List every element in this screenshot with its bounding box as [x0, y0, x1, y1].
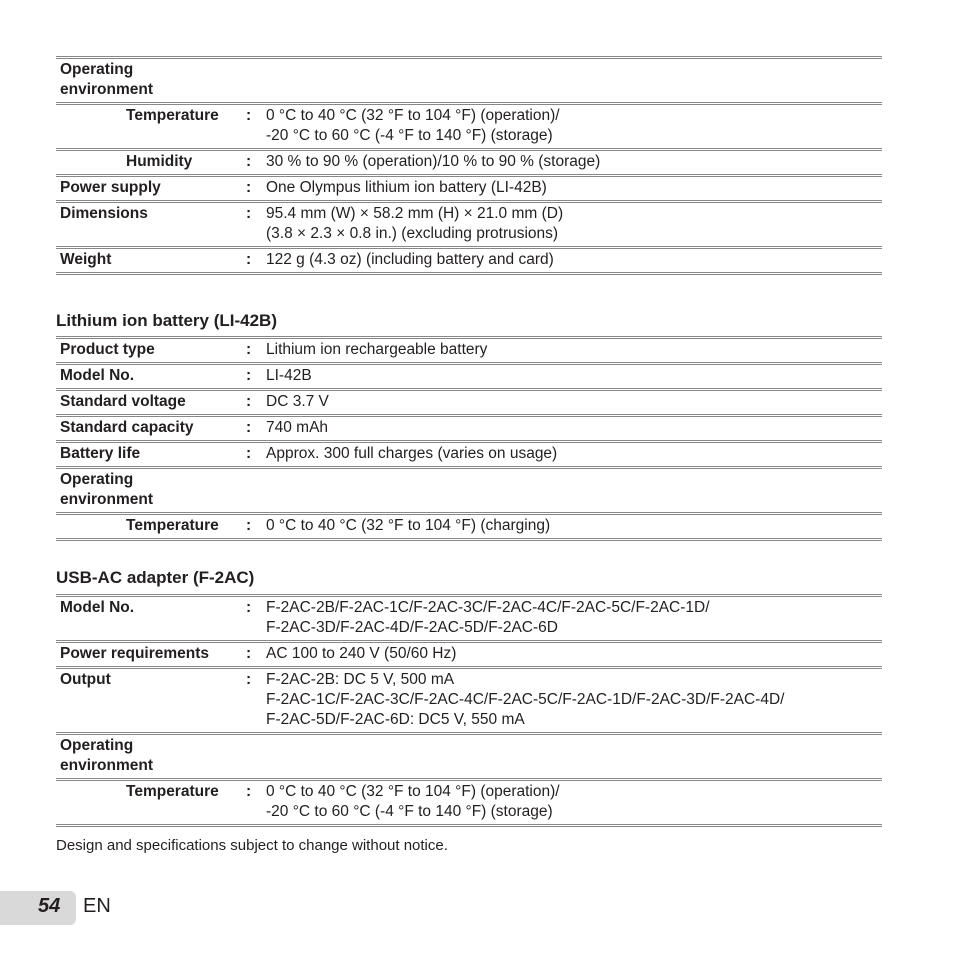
- spec-value-line: 122 g (4.3 oz) (including battery and card): [266, 251, 554, 268]
- spec-colon: :: [242, 248, 266, 274]
- spec-value: [266, 338, 882, 364]
- spec-value-line: 95.4 mm (W) × 58.2 mm (H) × 21.0 mm (D): [266, 205, 564, 222]
- spec-row: [56, 150, 882, 176]
- spec-label: Temperature: [56, 780, 242, 826]
- spec-row: [56, 364, 882, 390]
- spec-value-line: LI-42B: [266, 367, 312, 384]
- spec-colon: :: [242, 642, 266, 668]
- spec-label: Model No.: [56, 596, 242, 642]
- spec-value-line: F-2AC-2B: DC 5 V, 500 mA: [266, 671, 455, 688]
- spec-value-line: Approx. 300 full charges (varies on usage): [266, 445, 558, 462]
- spec-colon: :: [242, 150, 266, 176]
- spec-colon: :: [242, 202, 266, 248]
- spec-label: [56, 58, 882, 104]
- spec-label: [56, 734, 882, 780]
- spec-label-line: Operating environment: [60, 737, 154, 774]
- spec-value: [266, 416, 882, 442]
- spec-value-line: One Olympus lithium ion battery (LI-42B): [266, 179, 547, 196]
- spec-value: [266, 514, 882, 540]
- spec-colon: :: [242, 668, 266, 734]
- spec-label: Temperature: [56, 514, 242, 540]
- spec-value-line: 740 mAh: [266, 419, 329, 436]
- spec-row: [56, 338, 882, 364]
- spec-row: [56, 202, 882, 248]
- spec-colon: :: [242, 596, 266, 642]
- spec-colon: :: [242, 364, 266, 390]
- spec-label: Standard capacity: [56, 416, 242, 442]
- spec-value: [266, 364, 882, 390]
- spec-value-line: (3.8 × 2.3 × 0.8 in.) (excluding protrusions): [266, 225, 559, 242]
- section-heading-adapter: USB-AC adapter (F-2AC): [56, 568, 255, 587]
- spec-value-line: 0 °C to 40 °C (32 °F to 104 °F) (operation)/: [266, 107, 560, 124]
- spec-value: [266, 780, 882, 826]
- spec-colon: :: [242, 338, 266, 364]
- spec-row: [56, 514, 882, 540]
- page-number: 54: [38, 895, 61, 917]
- spec-value: [266, 150, 882, 176]
- spec-value-line: 0 °C to 40 °C (32 °F to 104 °F) (operation)/: [266, 783, 560, 800]
- spec-table-battery: [56, 336, 882, 541]
- spec-value-line: F-2AC-2B/F-2AC-1C/F-2AC-3C/F-2AC-4C/F-2AC-5C/F-2AC-1D/: [266, 599, 710, 616]
- spec-colon: :: [242, 176, 266, 202]
- spec-label: Power requirements: [56, 642, 242, 668]
- spec-label: Standard voltage: [56, 390, 242, 416]
- spec-row: [56, 468, 882, 514]
- spec-label: Temperature: [56, 104, 242, 150]
- spec-row: [56, 668, 882, 734]
- spec-row: [56, 416, 882, 442]
- spec-label: Product type: [56, 338, 242, 364]
- spec-value: [266, 176, 882, 202]
- spec-value-line: 30 % to 90 % (operation)/10 % to 90 % (storage): [266, 153, 601, 170]
- spec-label-line: Operating environment: [60, 61, 154, 98]
- spec-value-line: F-2AC-5D/F-2AC-6D: DC5 V, 550 mA: [266, 711, 525, 728]
- spec-colon: :: [242, 416, 266, 442]
- spec-label: Humidity: [56, 150, 242, 176]
- spec-row: [56, 596, 882, 642]
- spec-row: [56, 390, 882, 416]
- spec-row: [56, 58, 882, 104]
- spec-label: Dimensions: [56, 202, 242, 248]
- spec-colon: :: [242, 104, 266, 150]
- spec-table-camera: [56, 56, 882, 275]
- spec-value-line: Lithium ion rechargeable battery: [266, 341, 488, 358]
- spec-row: [56, 176, 882, 202]
- spec-colon: :: [242, 514, 266, 540]
- language-code: EN: [83, 895, 111, 917]
- spec-row: [56, 734, 882, 780]
- spec-row: [56, 442, 882, 468]
- spec-value-line: F-2AC-1C/F-2AC-3C/F-2AC-4C/F-2AC-5C/F-2AC-1D/F-2AC-3D/F-2AC-4D/: [266, 691, 785, 708]
- spec-value-line: DC 3.7 V: [266, 393, 329, 410]
- spec-value: [266, 668, 882, 734]
- spec-value: [266, 202, 882, 248]
- spec-row: [56, 248, 882, 274]
- spec-label: Weight: [56, 248, 242, 274]
- spec-value-line: AC 100 to 240 V (50/60 Hz): [266, 645, 457, 662]
- section-heading-battery: Lithium ion battery (LI-42B): [56, 311, 277, 330]
- spec-value: [266, 390, 882, 416]
- spec-row: [56, 780, 882, 826]
- spec-value: [266, 104, 882, 150]
- spec-row: [56, 642, 882, 668]
- spec-value-line: -20 °C to 60 °C (-4 °F to 140 °F) (storage): [266, 127, 553, 144]
- spec-colon: :: [242, 390, 266, 416]
- spec-value-line: 0 °C to 40 °C (32 °F to 104 °F) (charging): [266, 517, 551, 534]
- spec-label: Output: [56, 668, 242, 734]
- spec-label: [56, 468, 882, 514]
- spec-value-line: -20 °C to 60 °C (-4 °F to 140 °F) (storage): [266, 803, 553, 820]
- spec-colon: :: [242, 780, 266, 826]
- spec-colon: :: [242, 442, 266, 468]
- spec-value: [266, 248, 882, 274]
- spec-label: Model No.: [56, 364, 242, 390]
- spec-table-adapter: [56, 594, 882, 827]
- disclaimer-note: Design and specifications subject to change without notice.: [56, 837, 448, 854]
- spec-value: [266, 596, 882, 642]
- spec-label-line: Operating environment: [60, 471, 154, 508]
- spec-label: Battery life: [56, 442, 242, 468]
- spec-value-line: F-2AC-3D/F-2AC-4D/F-2AC-5D/F-2AC-6D: [266, 619, 558, 636]
- spec-row: [56, 104, 882, 150]
- spec-value: [266, 442, 882, 468]
- spec-value: [266, 642, 882, 668]
- spec-label: Power supply: [56, 176, 242, 202]
